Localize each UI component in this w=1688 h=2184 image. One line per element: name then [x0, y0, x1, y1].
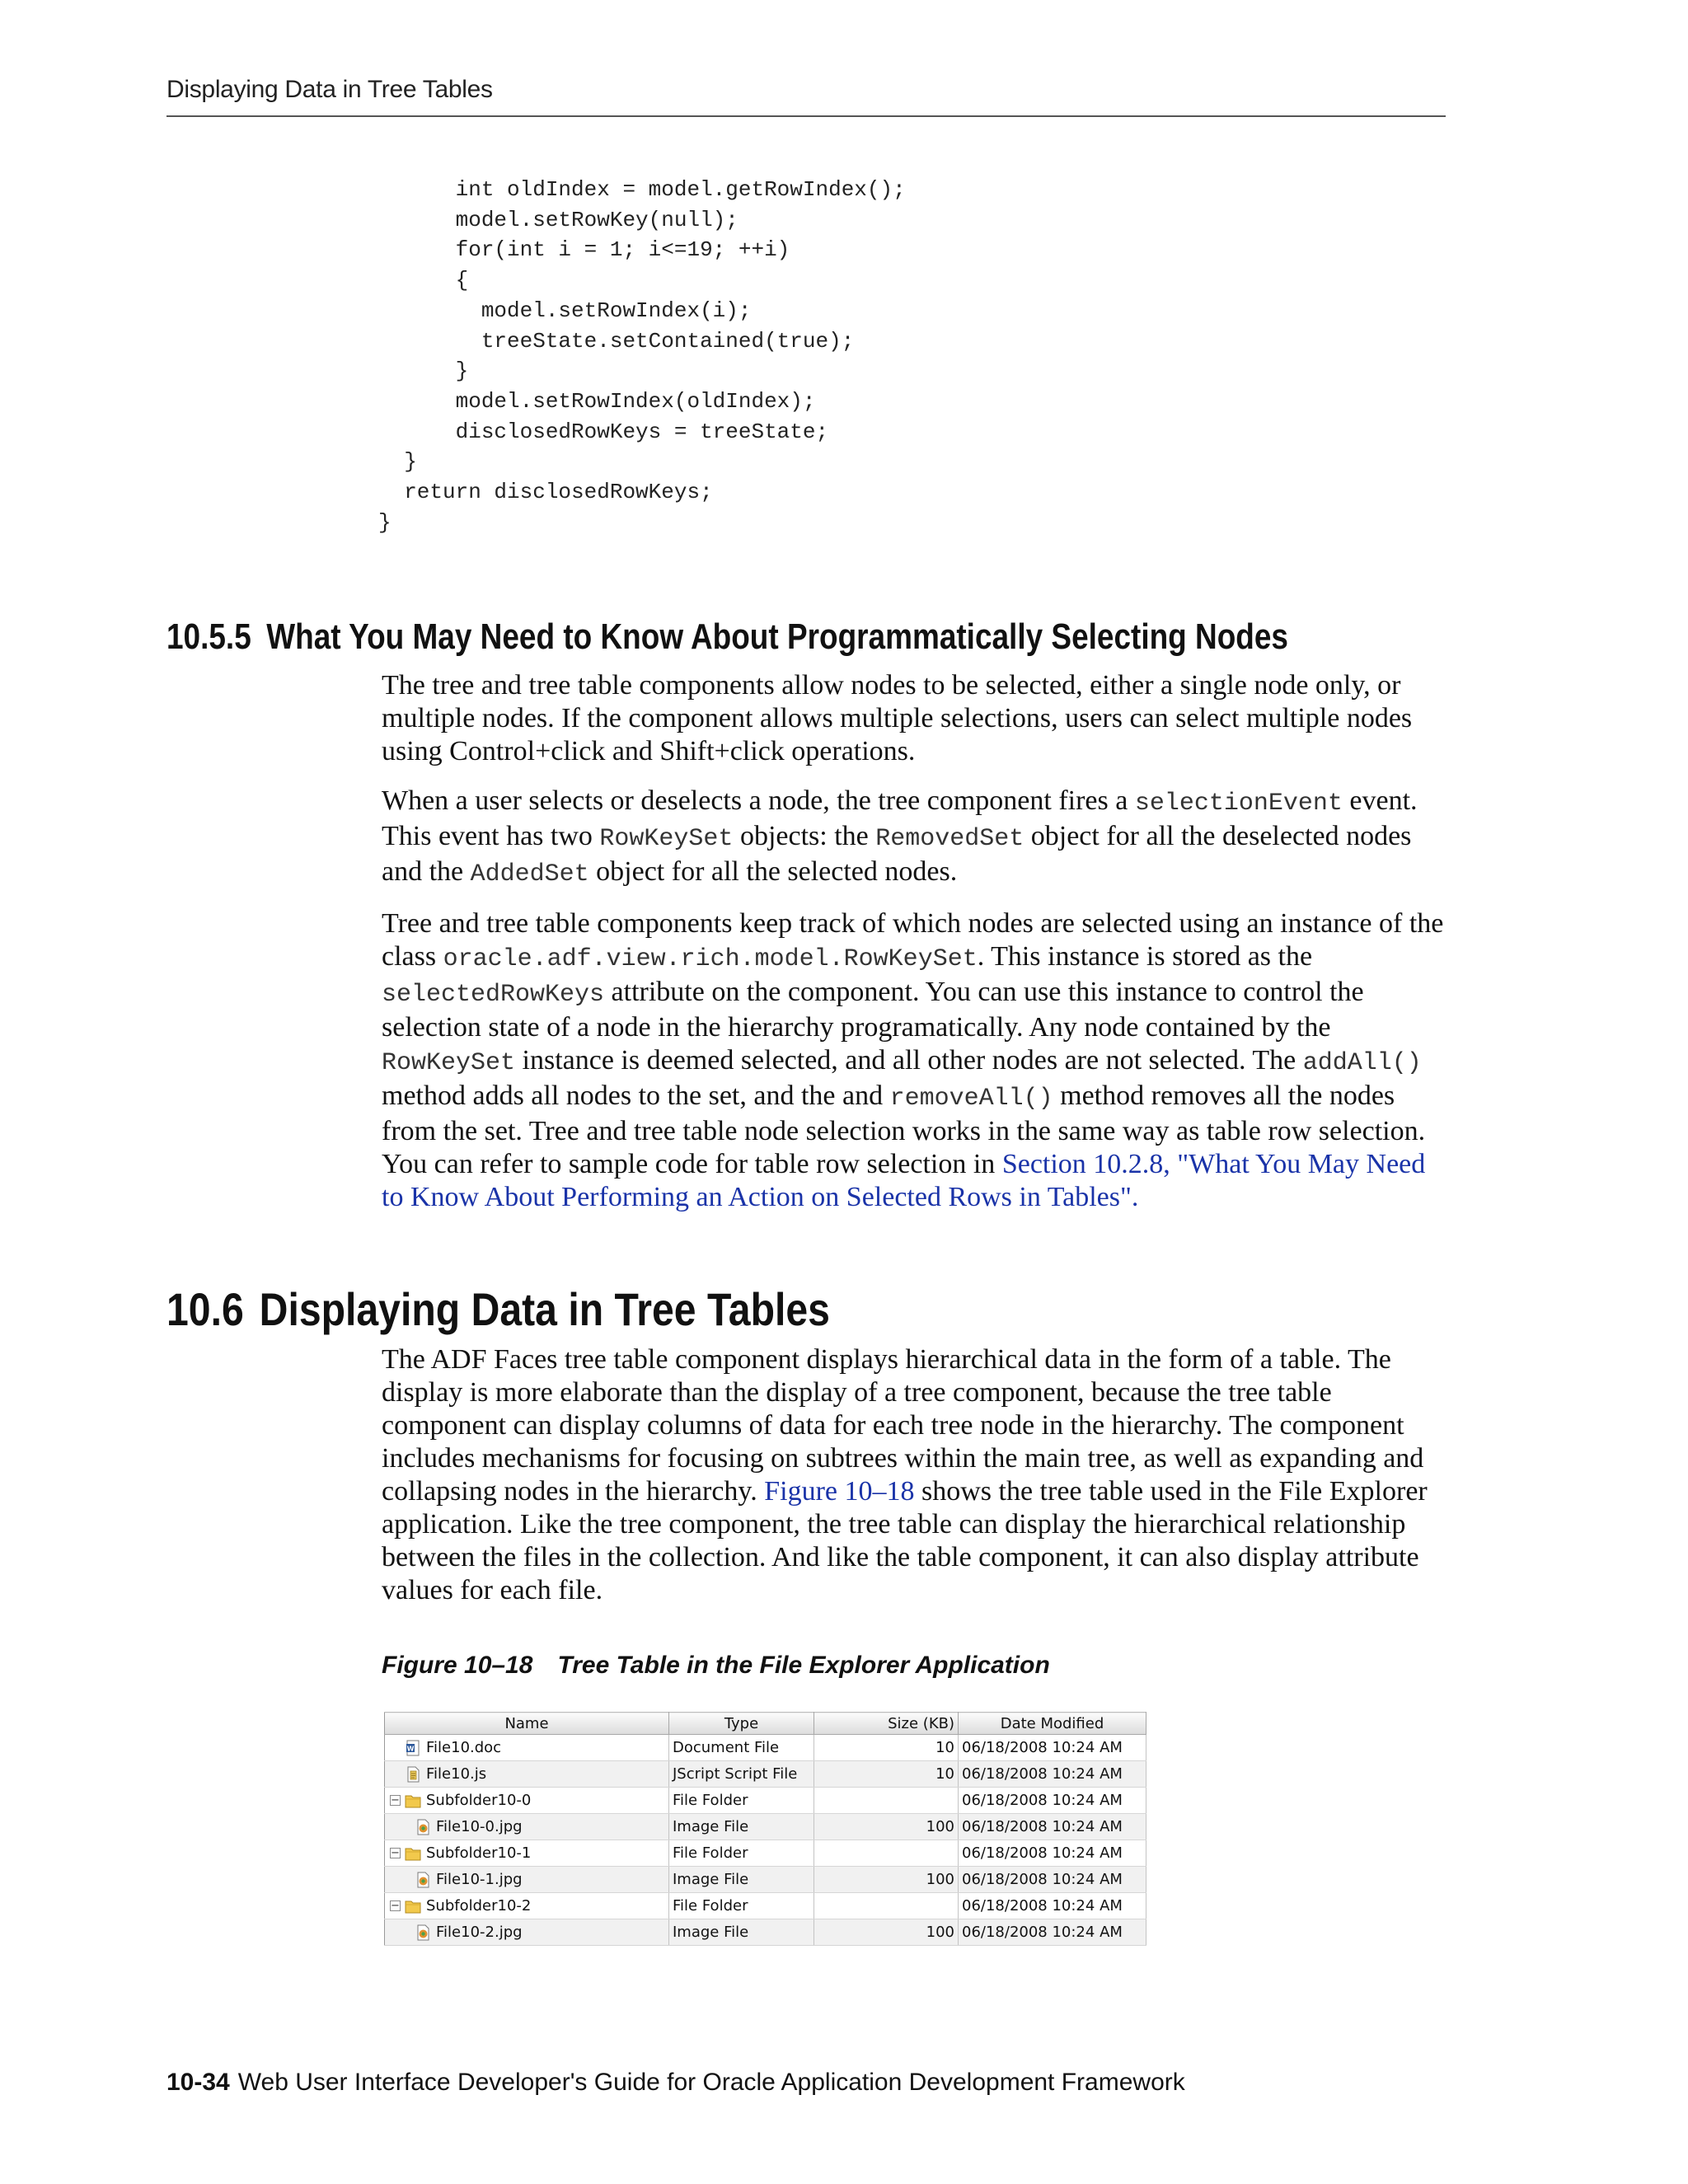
date-cell: 06/18/2008 10:24 AM	[959, 1919, 1146, 1946]
name-cell	[385, 1735, 669, 1761]
image-file-icon	[415, 1924, 431, 1941]
type-cell: Image File	[669, 1867, 814, 1893]
name-cell	[385, 1814, 669, 1840]
section-title: Displaying Data in Tree Tables	[259, 1283, 830, 1335]
figure-title: Tree Table in the File Explorer Application	[557, 1652, 1050, 1679]
text-run: object for all the selected nodes.	[588, 856, 958, 887]
size-cell	[814, 1840, 959, 1867]
size-cell	[814, 1788, 959, 1814]
name-cell	[385, 1867, 669, 1893]
file-name: File10-2.jpg	[436, 1924, 523, 1941]
header-rule	[166, 115, 1446, 117]
paragraph	[382, 907, 1447, 1214]
section-10-5-5-body	[382, 669, 1447, 1230]
section-number: 10.5.5	[166, 616, 251, 657]
collapse-toggle-icon[interactable]: −	[391, 1847, 400, 1859]
type-cell: File Folder	[669, 1840, 814, 1867]
figure-number: Figure 10–18	[382, 1652, 533, 1679]
name-cell	[385, 1788, 669, 1814]
type-cell: JScript Script File	[669, 1761, 814, 1788]
code-term: addAll()	[1302, 1049, 1422, 1077]
type-cell: File Folder	[669, 1788, 814, 1814]
text-run: objects: the	[733, 821, 876, 851]
name-cell-content	[388, 1788, 665, 1813]
type-cell: Document File	[669, 1735, 814, 1761]
collapse-toggle-icon[interactable]: −	[391, 1900, 400, 1912]
name-cell	[385, 1919, 669, 1946]
paragraph	[382, 1343, 1447, 1607]
text-run: method removes all the nodes from the set. Tree and tree table node selection works in the same way as table row selection. You can refer to sample code for table row selection in	[382, 1080, 1426, 1179]
image-file-icon	[415, 1872, 431, 1888]
text-run: When a user selects or deselects a node, the tree component fires a	[382, 785, 1135, 816]
text-run: attribute on the component. You can use this instance to control the selection state of a node in the hierarchy programatically. Any node contained by the	[382, 977, 1364, 1043]
name-cell	[385, 1761, 669, 1788]
file-name: File10.doc	[426, 1739, 502, 1756]
code-term: RowKeySet	[599, 825, 734, 853]
table-row[interactable]	[385, 1840, 1146, 1867]
name-cell-content	[388, 1919, 665, 1945]
text-run: The ADF Faces tree table component displays hierarchical data in the form of a table. The display is more elaborate than the display of a tree component, because the tree table component can display columns of data for each tree node in the hierarchy. The component includes mechanisms for focusing on subtrees within the main tree, as well as expanding and collapsing nodes in the hierarchy.	[382, 1344, 1424, 1507]
file-name: Subfolder10-2	[426, 1897, 532, 1915]
paragraph	[382, 785, 1447, 891]
table-header-row	[385, 1713, 1146, 1735]
file-name: File10.js	[426, 1765, 487, 1783]
code-term: removeAll()	[889, 1085, 1053, 1113]
size-cell: 100	[814, 1814, 959, 1840]
figure-reference-link[interactable]: Figure 10–18	[764, 1476, 915, 1507]
type-cell: Image File	[669, 1814, 814, 1840]
text-run: Tree and tree table components keep track of which nodes are selected using an instance of the class	[382, 908, 1444, 972]
text-run: . This instance is stored as the	[977, 941, 1313, 972]
column-header-name[interactable]: Name	[385, 1713, 669, 1735]
column-header-date[interactable]: Date Modified	[959, 1713, 1146, 1735]
type-cell: File Folder	[669, 1893, 814, 1919]
script-file-icon	[405, 1766, 421, 1783]
text-run: method adds all nodes to the set, and the and	[382, 1080, 890, 1111]
code-term: selectedRowKeys	[382, 981, 605, 1009]
code-term: RowKeySet	[382, 1049, 516, 1077]
size-cell: 10	[814, 1735, 959, 1761]
page-number: 10-34	[166, 2069, 230, 2096]
section-heading-10-6	[166, 1282, 830, 1336]
file-name: File10-1.jpg	[436, 1871, 523, 1888]
date-cell: 06/18/2008 10:24 AM	[959, 1735, 1146, 1761]
size-cell: 100	[814, 1867, 959, 1893]
image-file-icon	[415, 1819, 431, 1835]
table-row[interactable]	[385, 1814, 1146, 1840]
file-name: File10-0.jpg	[436, 1818, 523, 1835]
file-name: Subfolder10-1	[426, 1844, 532, 1862]
date-cell: 06/18/2008 10:24 AM	[959, 1788, 1146, 1814]
name-cell-content	[388, 1814, 665, 1840]
date-cell: 06/18/2008 10:24 AM	[959, 1893, 1146, 1919]
table-row[interactable]	[385, 1735, 1146, 1761]
name-cell-content	[388, 1893, 665, 1919]
table-row[interactable]	[385, 1867, 1146, 1893]
figure-caption	[382, 1652, 1050, 1680]
table-row[interactable]	[385, 1919, 1146, 1946]
table-row[interactable]	[385, 1788, 1146, 1814]
size-cell: 10	[814, 1761, 959, 1788]
tree-table-body	[385, 1735, 1146, 1946]
text-run: object for all the deselected nodes and the	[382, 821, 1412, 887]
folder-icon	[405, 1898, 421, 1915]
name-cell-content	[388, 1735, 665, 1760]
folder-icon	[405, 1845, 421, 1862]
section-number: 10.6	[166, 1283, 244, 1335]
code-block: int oldIndex = model.getRowIndex(); model.setRowKey(null); for(int i = 1; i<=19; ++i) { model.setRowIndex(i); treeState.setContained(true); } model.setRowIndex(oldIndex); disclosedRowKeys = treeState; } return disclosedRowKeys; }	[378, 177, 906, 535]
paragraph: The tree and tree table components allow nodes to be selected, either a single node only, or multiple nodes. If the component allows multiple selections, users can select multiple nodes using Control+click and Shift+click operations.	[382, 670, 1413, 766]
tree-table	[384, 1712, 1146, 1946]
code-term: RemovedSet	[875, 825, 1025, 853]
section-title: What You May Need to Know About Programmatically Selecting Nodes	[266, 616, 1288, 657]
date-cell: 06/18/2008 10:24 AM	[959, 1840, 1146, 1867]
section-heading-10-5-5	[166, 616, 1288, 658]
date-cell: 06/18/2008 10:24 AM	[959, 1814, 1146, 1840]
date-cell: 06/18/2008 10:24 AM	[959, 1761, 1146, 1788]
name-cell	[385, 1893, 669, 1919]
table-row[interactable]	[385, 1761, 1146, 1788]
section-10-6-body	[382, 1343, 1447, 1624]
collapse-toggle-icon[interactable]: −	[391, 1794, 400, 1807]
column-header-type[interactable]: Type	[669, 1713, 814, 1735]
size-cell	[814, 1893, 959, 1919]
running-header: Displaying Data in Tree Tables	[166, 76, 493, 103]
page-footer	[166, 2069, 1185, 2097]
book-title: Web User Interface Developer's Guide for Oracle Application Development Framework	[237, 2069, 1185, 2096]
code-term: selectionEvent	[1134, 790, 1343, 818]
name-cell	[385, 1840, 669, 1867]
name-cell-content	[388, 1840, 665, 1866]
folder-icon	[405, 1793, 421, 1809]
date-cell: 06/18/2008 10:24 AM	[959, 1867, 1146, 1893]
code-term: AddedSet	[470, 860, 589, 888]
file-name: Subfolder10-0	[426, 1792, 532, 1809]
code-term: oracle.adf.view.rich.model.RowKeySet	[443, 945, 978, 973]
name-cell-content	[388, 1867, 665, 1892]
size-cell: 100	[814, 1919, 959, 1946]
cross-reference-link[interactable]: Section 10.2.8, "What You May Need to Know About Performing an Action on Selected Rows in Tables".	[382, 1149, 1426, 1212]
table-row[interactable]	[385, 1893, 1146, 1919]
type-cell: Image File	[669, 1919, 814, 1946]
text-run: shows the tree table used in the File Explorer application. Like the tree component, the tree table can display the hierarchical relationship between the files in the collection. And like the table component, it can also display attribute values for each file.	[382, 1476, 1428, 1605]
svg-text:W: W	[406, 1745, 415, 1752]
word-doc-icon	[405, 1740, 421, 1756]
column-header-size[interactable]: Size (KB)	[814, 1713, 959, 1735]
text-run: instance is deemed selected, and all other nodes are not selected. The	[515, 1045, 1303, 1076]
text-run: event. This event has two	[382, 785, 1418, 851]
name-cell-content	[388, 1761, 665, 1787]
